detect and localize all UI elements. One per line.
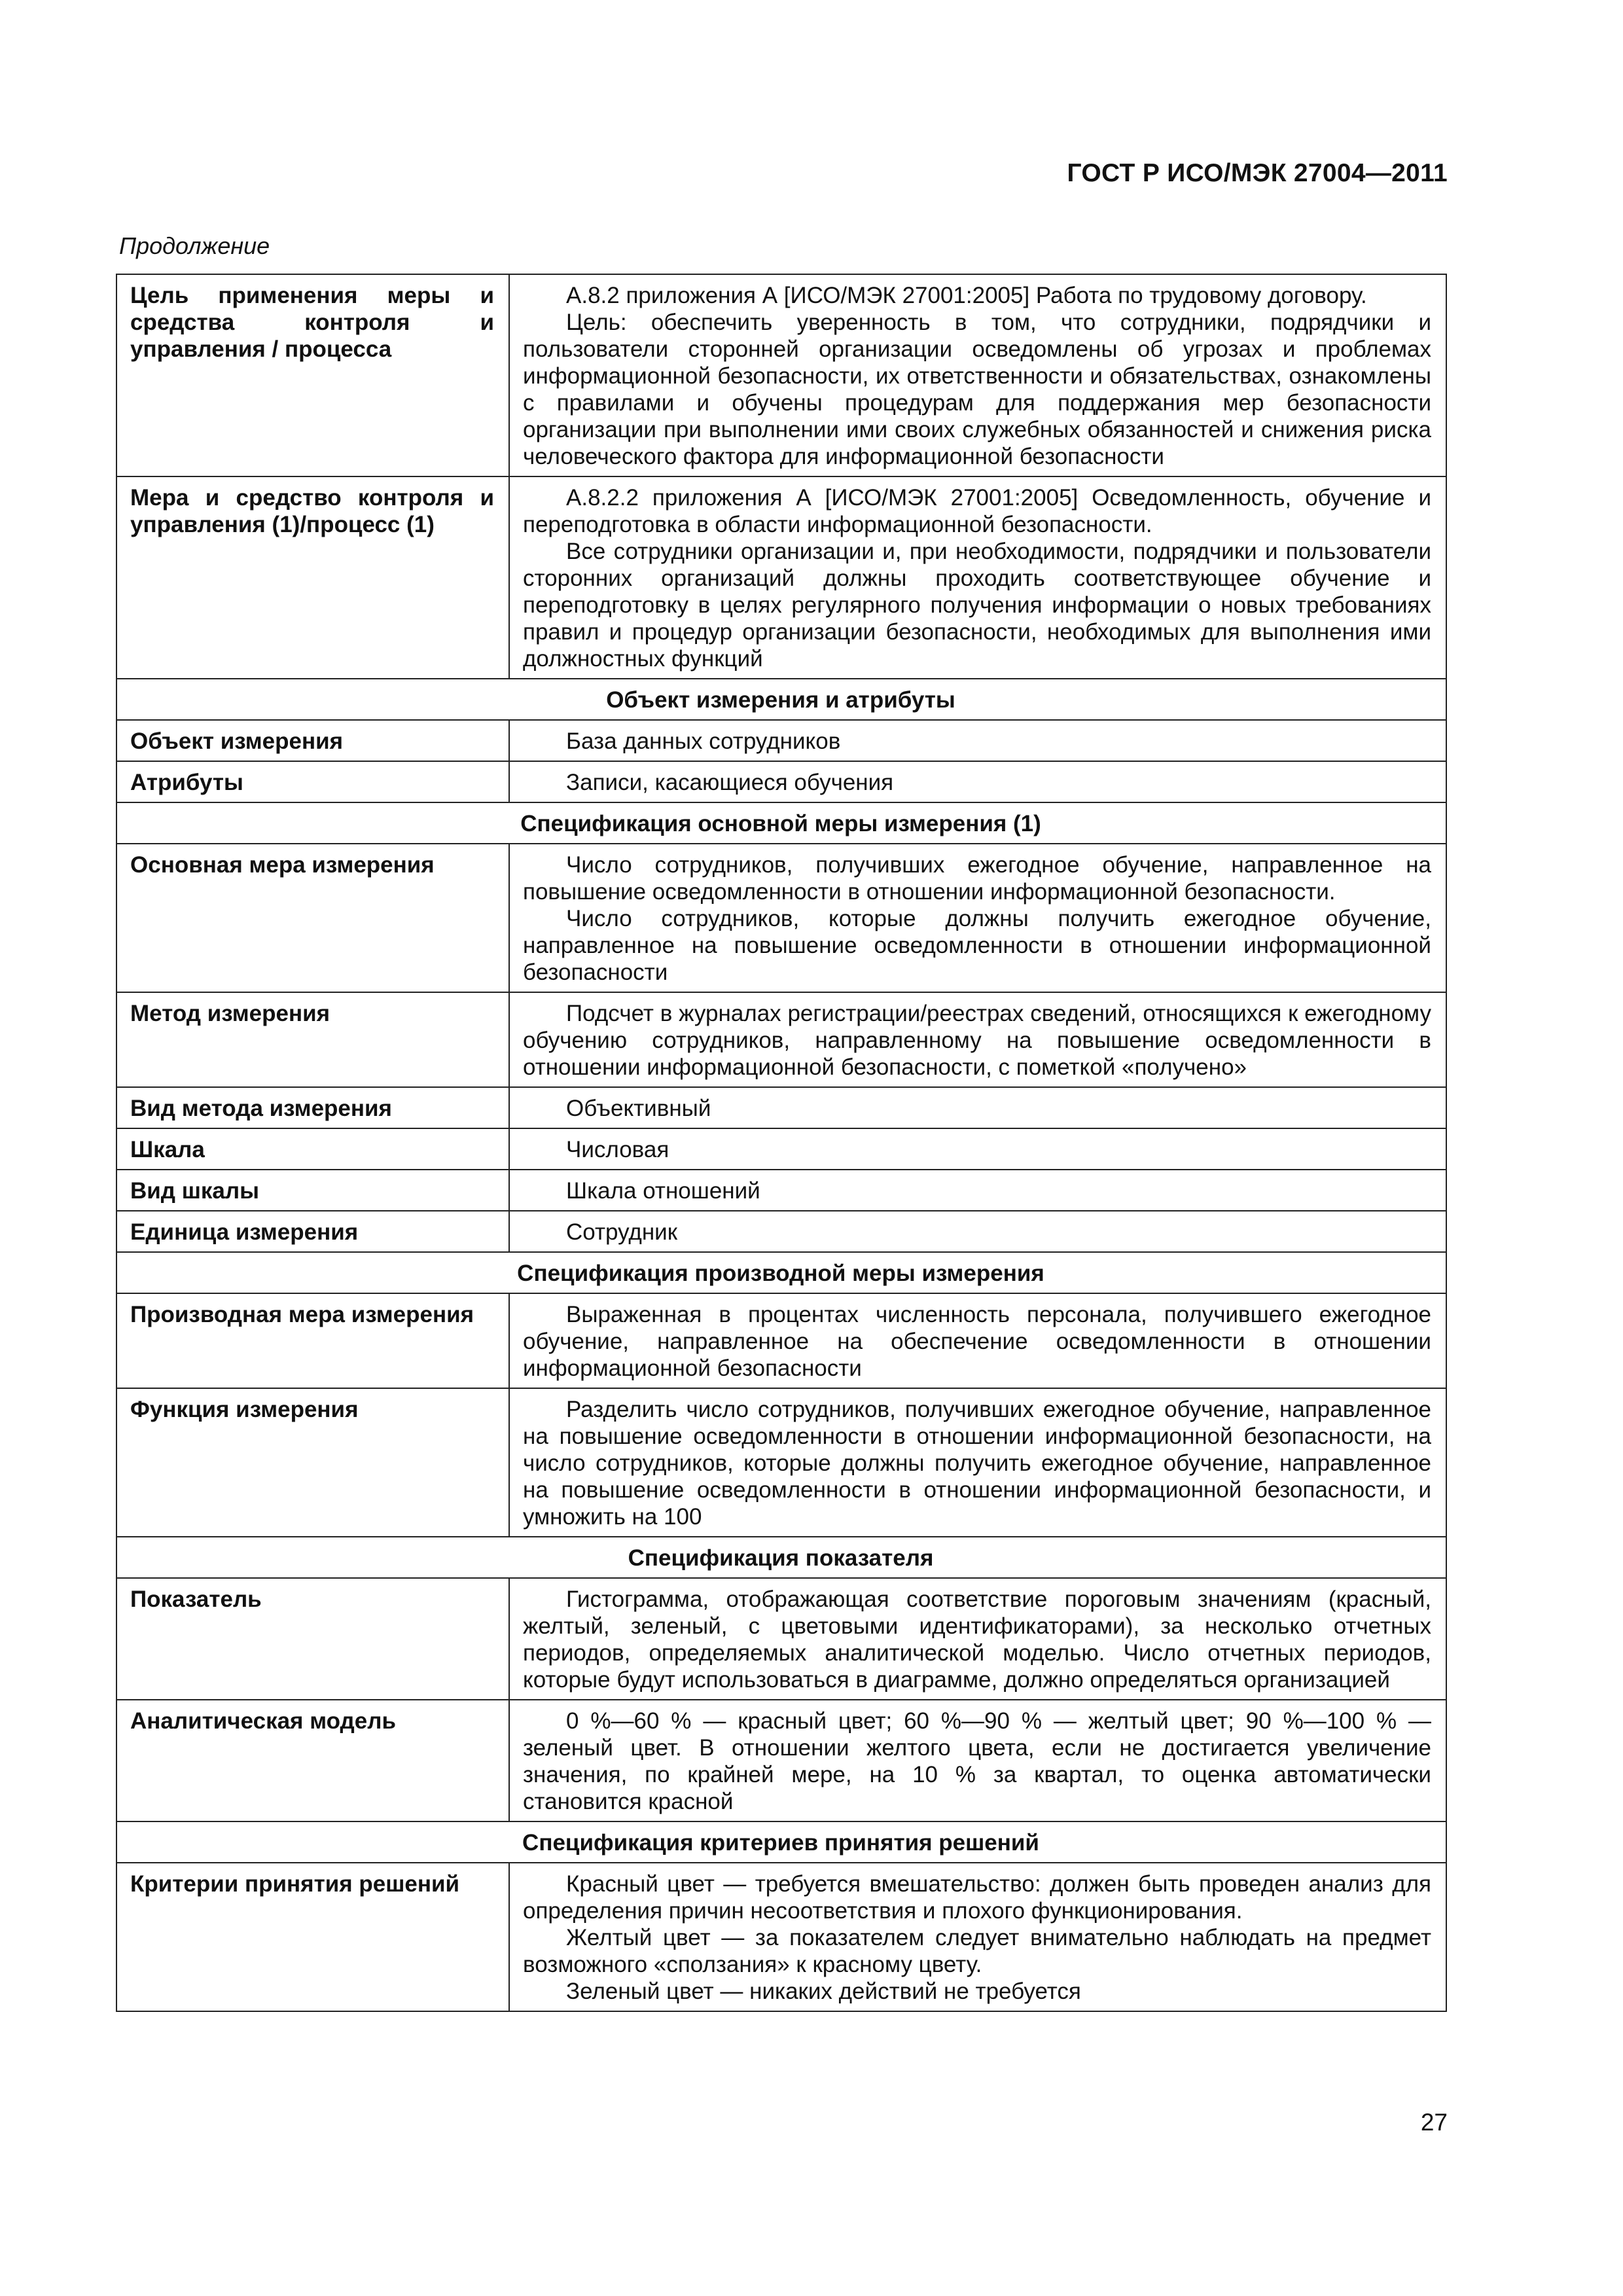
row-label: Аналитическая модель bbox=[116, 1700, 509, 1821]
table-row bbox=[116, 992, 1446, 1087]
table-row bbox=[116, 1087, 1446, 1128]
value-paragraph: 0 %—60 % — красный цвет; 60 %—90 % — желтый цвет; 90 %—100 % — зеленый цвет. В отношении желтого цвета, если не достигается увеличение значения, по крайней мере, на 10 % за квартал, то оценка автоматически становится красной bbox=[523, 1708, 1431, 1814]
value-paragraph: Сотрудник bbox=[566, 1219, 678, 1245]
row-label: Мера и средство контроля и управления (1)/процесс (1) bbox=[116, 476, 509, 679]
value-paragraph: Гистограмма, отображающая соответствие пороговым значениям (красный, желтый, зеленый, с цветовыми идентификаторами), за несколько отчетных периодов, определяемых аналитической моделью. Число отчетных периодов, которые будут использоваться в диаграмме, должно определяться организацией bbox=[523, 1587, 1431, 1693]
row-label: Вид шкалы bbox=[116, 1170, 509, 1211]
standard-title: ГОСТ Р ИСО/МЭК 27004—2011 bbox=[1067, 159, 1448, 187]
row-label: Цель применения меры и средства контроля и управления / процесса bbox=[116, 274, 509, 476]
row-value bbox=[509, 992, 1446, 1087]
section-header: Спецификация критериев принятия решений bbox=[116, 1821, 1446, 1863]
value-paragraph: Выраженная в процентах численность персонала, получившего ежегодное обучение, направленное на обеспечение осведомленности в отношении информационной безопасности bbox=[523, 1302, 1431, 1381]
table-row bbox=[116, 1700, 1446, 1821]
section-header-row bbox=[116, 802, 1446, 844]
value-paragraph: Число сотрудников, получивших ежегодное обучение, направленное на повышение осведомленности в отношении информационной безопасности. bbox=[523, 852, 1431, 905]
row-value bbox=[509, 1087, 1446, 1128]
row-label: Метод измерения bbox=[116, 992, 509, 1087]
value-paragraph: Красный цвет — требуется вмешательство: должен быть проведен анализ для определения причин несоответствия и плохого функционирования. bbox=[523, 1871, 1431, 1924]
row-label: Единица измерения bbox=[116, 1211, 509, 1252]
row-value bbox=[509, 1578, 1446, 1700]
value-paragraph: Зеленый цвет — никаких действий не требуется bbox=[566, 1979, 1081, 2004]
value-paragraph: Цель: обеспечить уверенность в том, что сотрудники, подрядчики и пользователи сторонней организации осведомлены об угрозах и проблемах информационной безопасности, их ответственности и обязательствах, ознакомлены с правилами и обучены процедурам для поддержания мер безопасности организации при выполнении ими своих служебных обязанностей и снижения риска человеческого фактора для информационной безопасности bbox=[523, 310, 1431, 469]
row-label: Шкала bbox=[116, 1128, 509, 1170]
section-header: Объект измерения и атрибуты bbox=[116, 679, 1446, 720]
value-paragraph: Разделить число сотрудников, получивших ежегодное обучение, направленное на повышение осведомленности в отношении информационной безопасности, на число сотрудников, которые должны получить ежегодное обучение, направленное на повышение осведомленности в отношении информационной безопасности, и умножить на 100 bbox=[523, 1397, 1431, 1530]
table-row bbox=[116, 476, 1446, 679]
row-label: Атрибуты bbox=[116, 761, 509, 802]
section-header-row bbox=[116, 1537, 1446, 1578]
row-label: Производная мера измерения bbox=[116, 1293, 509, 1388]
row-value bbox=[509, 476, 1446, 679]
value-paragraph: Желтый цвет — за показателем следует внимательно наблюдать на предмет возможного «сползания» к красному цвету. bbox=[523, 1925, 1431, 1977]
row-value bbox=[509, 1128, 1446, 1170]
table-row bbox=[116, 1170, 1446, 1211]
table-row bbox=[116, 761, 1446, 802]
section-header: Спецификация производной меры измерения bbox=[116, 1252, 1446, 1293]
value-paragraph: А.8.2.2 приложения А [ИСО/МЭК 27001:2005] Осведомленность, обучение и переподготовка в области информационной безопасности. bbox=[523, 485, 1431, 537]
value-paragraph: Число сотрудников, которые должны получить ежегодное обучение, направленное на повышение осведомленности в отношении информационной безопасности bbox=[523, 906, 1431, 985]
table-row bbox=[116, 1293, 1446, 1388]
table-row bbox=[116, 274, 1446, 476]
value-paragraph: Объективный bbox=[566, 1096, 711, 1121]
row-value bbox=[509, 274, 1446, 476]
row-value bbox=[509, 761, 1446, 802]
table-row bbox=[116, 1863, 1446, 2011]
continuation-label: Продолжение bbox=[119, 232, 270, 259]
row-label: Основная мера измерения bbox=[116, 844, 509, 992]
row-value bbox=[509, 1863, 1446, 2011]
section-header-row bbox=[116, 679, 1446, 720]
table-row bbox=[116, 720, 1446, 761]
row-label: Функция измерения bbox=[116, 1388, 509, 1537]
value-paragraph: База данных сотрудников bbox=[566, 728, 841, 754]
row-value bbox=[509, 1211, 1446, 1252]
table-row bbox=[116, 1578, 1446, 1700]
measure-specification-table bbox=[116, 274, 1447, 2012]
row-label: Вид метода измерения bbox=[116, 1087, 509, 1128]
row-value bbox=[509, 1388, 1446, 1537]
value-paragraph: Подсчет в журналах регистрации/реестрах сведений, относящихся к ежегодному обучению сотрудников, направленному на повышение осведомленности в отношении информационной безопасности, с пометкой «получено» bbox=[523, 1001, 1431, 1080]
value-paragraph: Шкала отношений bbox=[566, 1178, 760, 1204]
value-paragraph: А.8.2 приложения А [ИСО/МЭК 27001:2005] Работа по трудовому договору. bbox=[566, 283, 1367, 308]
table-row bbox=[116, 1128, 1446, 1170]
section-header: Спецификация показателя bbox=[116, 1537, 1446, 1578]
table-row bbox=[116, 1211, 1446, 1252]
section-header-row bbox=[116, 1252, 1446, 1293]
row-value bbox=[509, 1700, 1446, 1821]
section-header: Спецификация основной меры измерения (1) bbox=[116, 802, 1446, 844]
row-label: Показатель bbox=[116, 1578, 509, 1700]
table-row bbox=[116, 844, 1446, 992]
value-paragraph: Числовая bbox=[566, 1137, 669, 1162]
row-value bbox=[509, 1293, 1446, 1388]
row-label: Критерии принятия решений bbox=[116, 1863, 509, 2011]
value-paragraph: Записи, касающиеся обучения bbox=[566, 770, 894, 795]
row-value bbox=[509, 844, 1446, 992]
table-row bbox=[116, 1388, 1446, 1537]
section-header-row bbox=[116, 1821, 1446, 1863]
row-value bbox=[509, 1170, 1446, 1211]
row-value bbox=[509, 720, 1446, 761]
page-number: 27 bbox=[1420, 2109, 1448, 2136]
value-paragraph: Все сотрудники организации и, при необходимости, подрядчики и пользователи сторонних организаций должны проходить соответствующее обучение и переподготовку в целях регулярного получения информации о новых требованиях правил и процедур организации безопасности, необходимых для выполнения ими должностных функций bbox=[523, 539, 1431, 672]
row-label: Объект измерения bbox=[116, 720, 509, 761]
